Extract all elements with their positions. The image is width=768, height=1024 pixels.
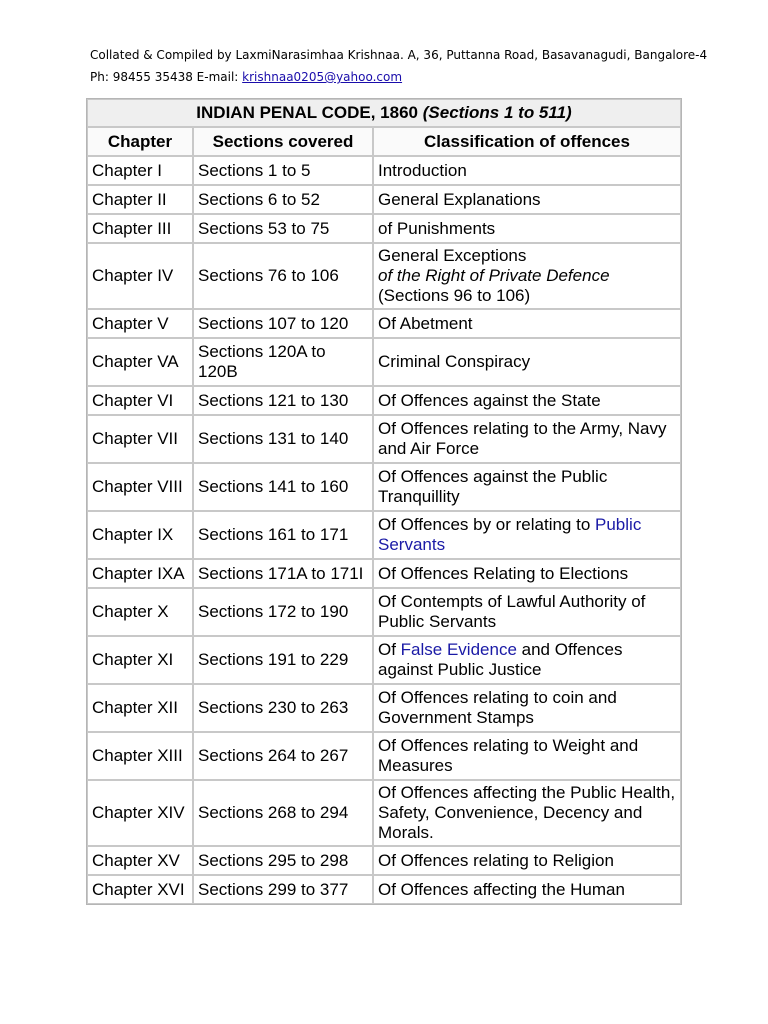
table-row — [87, 309, 681, 338]
chapter-cell: Chapter IV — [87, 243, 193, 309]
sections-cell: Sections 107 to 120 — [193, 309, 373, 338]
table-row — [87, 732, 681, 780]
contact-line — [90, 66, 707, 88]
classification-text: Of — [378, 640, 401, 659]
table-row — [87, 463, 681, 511]
public-servants-link[interactable]: Public Servants — [378, 515, 642, 554]
chapter-cell: Chapter III — [87, 214, 193, 243]
table-row — [87, 214, 681, 243]
classification-cell: Criminal Conspiracy — [373, 338, 681, 386]
classification-cell: of Punishments — [373, 214, 681, 243]
chapter-cell: Chapter VA — [87, 338, 193, 386]
classification-cell: Of Offences Relating to Elections — [373, 559, 681, 588]
sections-cell: Sections 191 to 229 — [193, 636, 373, 684]
phone-text: Ph: 98455 35438 E-mail: — [90, 70, 243, 84]
classification-cell: Of Offences affecting the Human — [373, 875, 681, 904]
false-evidence-link[interactable]: False Evidence — [400, 640, 517, 659]
chapter-cell: Chapter IXA — [87, 559, 193, 588]
sections-cell: Sections 6 to 52 — [193, 185, 373, 214]
classification-cell: Of Offences relating to coin and Government Stamps — [373, 684, 681, 732]
classification-italic: of the Right of Private Defence — [378, 266, 610, 285]
table-row — [87, 338, 681, 386]
classification-text: Of Offences by or relating to — [378, 515, 596, 534]
sections-cell: Sections 172 to 190 — [193, 588, 373, 636]
sections-cell: Sections 76 to 106 — [193, 243, 373, 309]
chapter-cell: Chapter XV — [87, 846, 193, 875]
chapter-cell: Chapter XIV — [87, 780, 193, 846]
sections-cell: Sections 230 to 263 — [193, 684, 373, 732]
chapter-cell: Chapter V — [87, 309, 193, 338]
table-row — [87, 875, 681, 904]
sections-cell: Sections 121 to 130 — [193, 386, 373, 415]
classification-cell: Of Offences relating to the Army, Navy and Air Force — [373, 415, 681, 463]
document-header — [90, 44, 707, 88]
chapter-cell: Chapter VIII — [87, 463, 193, 511]
compiler-line: Collated & Compiled by LaxmiNarasimhaa Krishnaa. A, 36, Puttanna Road, Basavanagudi, Bangalore-4 — [90, 48, 708, 62]
classification-cell: Of Offences relating to Religion — [373, 846, 681, 875]
table-title-range: (Sections 1 to 511) — [422, 103, 572, 122]
classification-cell: Of Abetment — [373, 309, 681, 338]
classification-cell: Of Offences relating to Weight and Measures — [373, 732, 681, 780]
sections-cell: Sections 161 to 171 — [193, 511, 373, 559]
classification-cell — [373, 636, 681, 684]
classification-text-rest: and Offences against Public Justice — [378, 640, 623, 679]
chapter-cell: Chapter X — [87, 588, 193, 636]
chapter-cell: Chapter VII — [87, 415, 193, 463]
chapter-cell: Chapter XII — [87, 684, 193, 732]
table-row — [87, 846, 681, 875]
table-row — [87, 559, 681, 588]
classification-cell: General Explanations — [373, 185, 681, 214]
classification-cell: Introduction — [373, 156, 681, 185]
sections-cell: Sections 141 to 160 — [193, 463, 373, 511]
classification-cell: Of Contempts of Lawful Authority of Public Servants — [373, 588, 681, 636]
chapter-cell: Chapter IX — [87, 511, 193, 559]
classification-cell — [373, 243, 681, 309]
email-link[interactable]: krishnaa0205@yahoo.com — [242, 70, 403, 84]
chapter-cell: Chapter XI — [87, 636, 193, 684]
sections-cell: Sections 268 to 294 — [193, 780, 373, 846]
sections-cell: Sections 131 to 140 — [193, 415, 373, 463]
table-title — [87, 99, 681, 127]
column-header-chapter: Chapter — [87, 127, 193, 156]
classification-cell — [373, 511, 681, 559]
chapter-cell: Chapter II — [87, 185, 193, 214]
classification-text: General Exceptions — [378, 246, 527, 265]
sections-cell: Sections 120A to 120B — [193, 338, 373, 386]
table-row — [87, 156, 681, 185]
sections-cell: Sections 295 to 298 — [193, 846, 373, 875]
table-row — [87, 386, 681, 415]
column-header-sections: Sections covered — [193, 127, 373, 156]
sections-cell: Sections 171A to 171I — [193, 559, 373, 588]
classification-cell: Of Offences affecting the Public Health, Safety, Convenience, Decency and Morals. — [373, 780, 681, 846]
sections-cell: Sections 264 to 267 — [193, 732, 373, 780]
classification-note: (Sections 96 to 106) — [378, 286, 531, 305]
chapter-cell: Chapter XVI — [87, 875, 193, 904]
table-row — [87, 243, 681, 309]
table-row — [87, 636, 681, 684]
sections-cell: Sections 53 to 75 — [193, 214, 373, 243]
chapter-cell: Chapter XIII — [87, 732, 193, 780]
column-header-classification: Classification of offences — [373, 127, 681, 156]
chapter-cell: Chapter I — [87, 156, 193, 185]
table-title-text: INDIAN PENAL CODE, 1860 — [196, 103, 418, 122]
sections-cell: Sections 299 to 377 — [193, 875, 373, 904]
table-row — [87, 780, 681, 846]
table-row — [87, 588, 681, 636]
classification-cell: Of Offences against the Public Tranquillity — [373, 463, 681, 511]
table-row — [87, 511, 681, 559]
table-row — [87, 415, 681, 463]
sections-cell: Sections 1 to 5 — [193, 156, 373, 185]
classification-cell: Of Offences against the State — [373, 386, 681, 415]
ipc-table — [86, 98, 682, 905]
chapter-cell: Chapter VI — [87, 386, 193, 415]
table-row — [87, 185, 681, 214]
table-row — [87, 684, 681, 732]
